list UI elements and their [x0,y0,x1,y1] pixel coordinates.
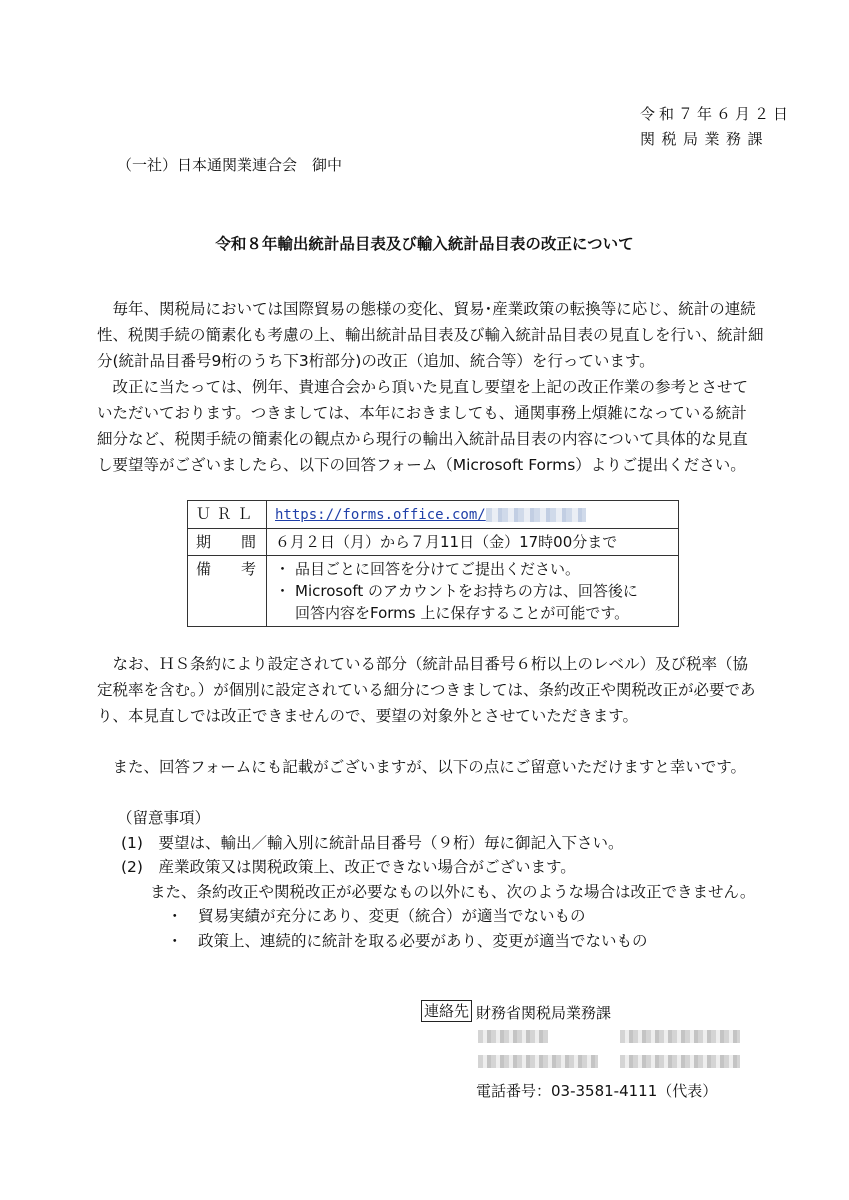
paragraph-line: 分(統計品目番号9桁のうち下3桁部分)の改正（追加、統合等）を行っています。 [97,352,655,370]
paragraph-line: なお、ＨＳ条約により設定されている部分（統計品目番号６桁以上のレベル）及び税率（協 [97,655,749,673]
contact-label: 連絡先 [421,1000,472,1022]
url-label: Ｕ Ｒ Ｌ [188,501,267,529]
bullet-marker: ・ [275,582,291,600]
addressee: （一社）日本通関業連合会 御中 [117,156,343,174]
redacted-text [478,1030,548,1043]
paragraph-scope [97,651,767,729]
remark-item: 品目ごとに回答を分けてご提出ください。 [295,560,581,578]
redacted-url-part [486,508,586,522]
note-item-2-continued: また、条約改正や関税改正が必要なもの以外にも、次のような場合は改正できません。 [150,882,756,901]
bullet-marker: ・ [275,560,291,578]
paragraph-notice [97,754,767,780]
period-label: 期 間 [188,529,267,556]
paragraph-line: 改正に当たっては、例年、貴連合会から頂いた見直し要望を上記の改正作業の参考とさせて [97,378,749,396]
info-row-url [188,501,679,529]
paragraph-intro [97,296,767,478]
contact-organization: 財務省関税局業務課 [476,1004,612,1022]
paragraph-line: り、本見直しでは改正できませんので、要望の対象外とさせていただきます。 [97,707,638,725]
document-title: 令和８年輸出統計品目表及び輸入統計品目表の改正について [215,235,634,253]
remark-item: Microsoft のアカウントをお持ちの方は、回答後に [295,582,638,600]
remarks-label: 備 考 [188,556,267,627]
paragraph-line: また、回答フォームにも記載がございますが、以下の点にご留意いただけますと幸いです。 [97,758,746,776]
paragraph-line: 定税率を含む。）が個別に設定されている細分につきましては、条約改正や関税改正が必要であ [97,681,756,699]
remark-item-cont: 回答内容をForms 上に保存することが可能です。 [295,604,630,622]
remarks-value [267,556,679,627]
period-value: ６月２日（月）から７月11日（金）17時00分まで [267,529,679,556]
contact-phone: 電話番号：03-3581-4111（代表） [476,1082,718,1100]
info-table [187,500,679,627]
note-item-2: (2) 産業政策又は関税政策上、改正できない場合がございます。 [121,858,576,876]
form-link[interactable]: https://forms.office.com/ [275,507,486,523]
paragraph-line: し要望等がございましたら、以下の回答フォーム（Microsoft Forms）よりご提出ください。 [97,456,746,474]
info-row-period [188,529,679,556]
notes-heading: （留意事項） [117,809,211,827]
note-bullet: ・ 貿易実績が充分にあり、変更（統合）が適当でないもの [167,907,586,925]
redacted-text [620,1055,740,1068]
note-item-1: (1) 要望は、輸出／輸入別に統計品目番号（９桁）毎に御記入下さい。 [121,833,624,852]
url-value [267,501,679,529]
redacted-text [478,1055,598,1068]
paragraph-line: 細分など、税関手続の簡素化の観点から現行の輸出入統計品目表の内容について具体的な見直 [97,430,748,448]
note-bullet: ・ 政策上、連続的に統計を取る必要があり、変更が適当でないもの [167,931,648,950]
redacted-text [620,1030,740,1043]
document-date: 令和７年６月２日 [640,105,793,123]
info-row-remarks [188,556,679,627]
issuing-department: 関税局業務課 [640,130,770,148]
notes-section [117,806,755,953]
paragraph-line: 毎年、関税局においては国際貿易の態様の変化、貿易･産業政策の転換等に応じ、統計の連続 [97,300,756,318]
paragraph-line: 性、税関手続の簡素化も考慮の上、輸出統計品目表及び輸入統計品目表の見直しを行い、統計細 [97,326,764,344]
paragraph-line: いただいております。つきましては、本年におきましても、通関事務上煩雑になっている統計 [97,404,747,422]
